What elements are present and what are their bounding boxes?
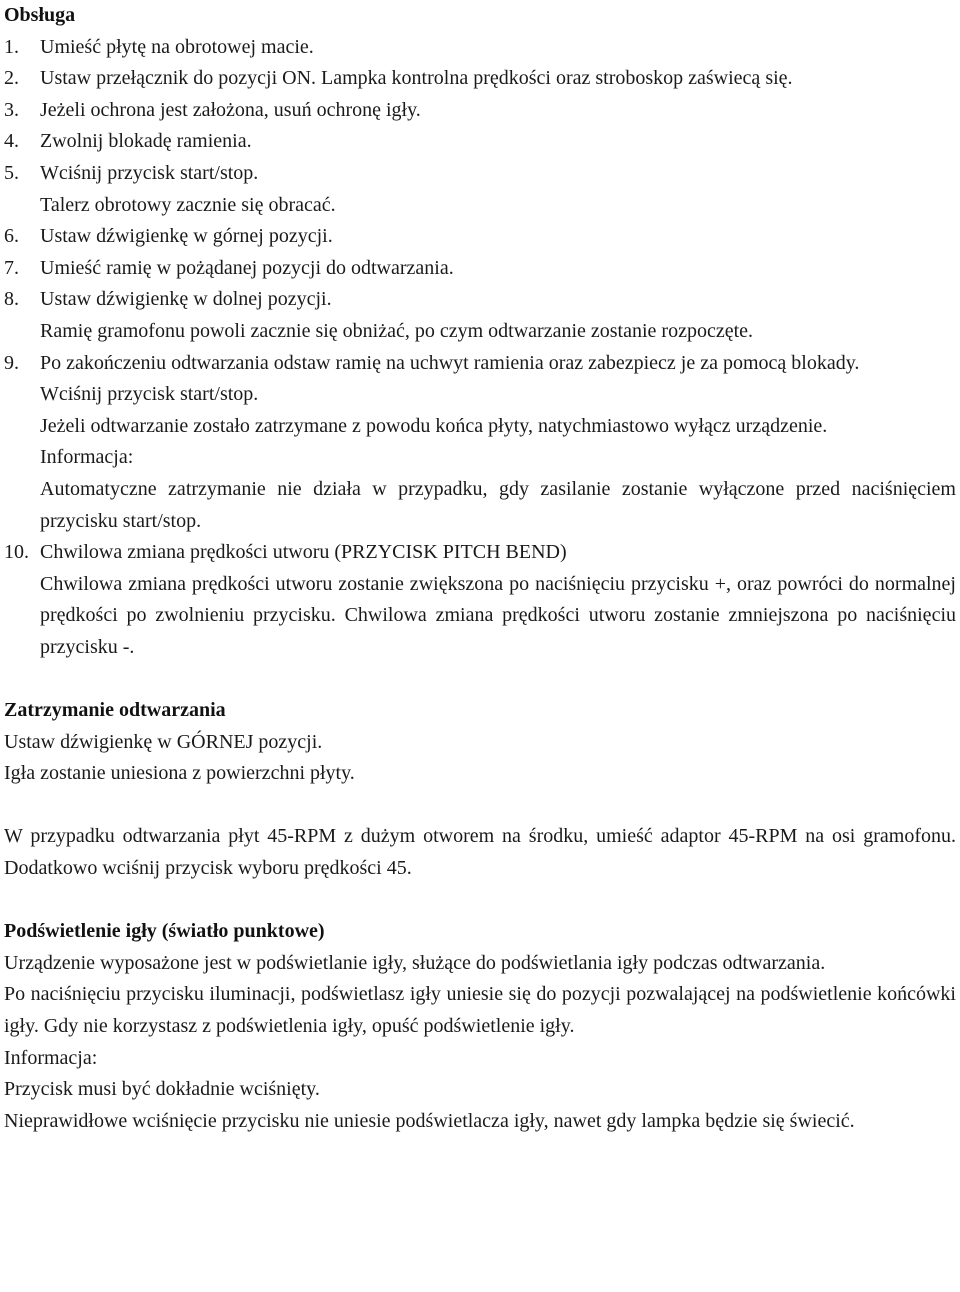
list-item (4, 95, 956, 127)
spacer (4, 885, 956, 917)
step-text: Automatyczne zatrzymanie nie działa w przypadku, gdy zasilanie zostanie wyłączone przed naciśnięciem przycisku start/stop. (40, 477, 956, 532)
step-text: Umieść ramię w pożądanej pozycji do odtwarzania. (40, 256, 454, 279)
list-item (4, 348, 956, 538)
step-number: 5. (4, 161, 19, 184)
steps-list (4, 32, 956, 664)
info-label: Informacja: (4, 1046, 98, 1069)
step-number: 1. (4, 35, 19, 58)
section-heading-zatrzymanie: Zatrzymanie odtwarzania (4, 699, 226, 722)
step-text: Jeżeli ochrona jest założona, usuń ochronę igły. (40, 98, 421, 121)
list-item (4, 537, 956, 663)
step-text: Wciśnij przycisk start/stop. (40, 161, 259, 184)
spacer (4, 790, 956, 822)
step-text: Ustaw przełącznik do pozycji ON. Lampka kontrolna prędkości oraz stroboskop zaświecą się. (40, 67, 793, 90)
step-number: 4. (4, 130, 19, 153)
step-text: Ustaw dźwigienkę w dolnej pozycji. (40, 288, 332, 311)
step-number: 9. (4, 351, 19, 374)
list-item (4, 158, 956, 221)
spacer (4, 663, 956, 695)
step-text: Jeżeli odtwarzanie zostało zatrzymane z powodu końca płyty, natychmiastowo wyłącz urządzenie. (40, 414, 828, 437)
paragraph: Ustaw dźwigienkę w GÓRNEJ pozycji. (4, 730, 323, 753)
paragraph: Nieprawidłowe wciśnięcie przycisku nie uniesie podświetlacza igły, nawet gdy lampka będzie się świecić. (4, 1109, 855, 1132)
section-heading-obsluga: Obsługa (4, 4, 76, 26)
list-item (4, 221, 956, 253)
list-item (4, 284, 956, 347)
list-item (4, 126, 956, 158)
paragraph-45rpm: W przypadku odtwarzania płyt 45-RPM z dużym otworem na środku, umieść adaptor 45-RPM na osi gramofonu. Dodatkowo wciśnij przycisk wyboru prędkości 45. (4, 825, 956, 880)
step-text: Chwilowa zmiana prędkości utworu zostanie zwiększona po naciśnięciu przycisku +, oraz powróci do normalnej prędkości po zwolnieniu przycisku. Chwilowa zmiana prędkości utworu zostanie zmniejszona po naciśnięciu przycisku -. (40, 572, 956, 658)
list-item (4, 253, 956, 285)
step-number: 6. (4, 225, 19, 248)
step-text: Ustaw dźwigienkę w górnej pozycji. (40, 225, 333, 248)
paragraph: Przycisk musi być dokładnie wciśnięty. (4, 1078, 320, 1101)
step-text: Umieść płytę na obrotowej macie. (40, 35, 314, 58)
step-number: 7. (4, 256, 19, 279)
step-number: 10. (4, 541, 29, 564)
step-text: Po zakończeniu odtwarzania odstaw ramię na uchwyt ramienia oraz zabezpiecz je za pomocą blokady. (40, 351, 860, 374)
step-number: 8. (4, 288, 19, 311)
paragraph: Po naciśnięciu przycisku iluminacji, podświetlasz igły uniesie się do pozycji pozwalającej na podświetlenie końcówki igły. Gdy nie korzystasz z podświetlenia igły, opuść podświetlenie igły. (4, 983, 956, 1037)
step-text: Wciśnij przycisk start/stop. (40, 383, 259, 406)
paragraph: Urządzenie wyposażone jest w podświetlanie igły, służące do podświetlania igły podczas odtwarzania. (4, 951, 826, 974)
info-label: Informacja: (40, 446, 134, 469)
step-text: Talerz obrotowy zacznie się obracać. (40, 193, 336, 216)
step-number: 3. (4, 98, 19, 121)
step-text: Ramię gramofonu powoli zacznie się obniżać, po czym odtwarzanie zostanie rozpoczęte. (40, 319, 754, 342)
step-text: Chwilowa zmiana prędkości utworu (PRZYCISK PITCH BEND) (40, 541, 567, 564)
step-number: 2. (4, 67, 19, 90)
list-item (4, 32, 956, 64)
section-heading-podswietlenie: Podświetlenie igły (światło punktowe) (4, 920, 325, 943)
step-text: Zwolnij blokadę ramienia. (40, 130, 252, 153)
list-item (4, 63, 956, 95)
paragraph: Igła zostanie uniesiona z powierzchni płyty. (4, 762, 355, 785)
